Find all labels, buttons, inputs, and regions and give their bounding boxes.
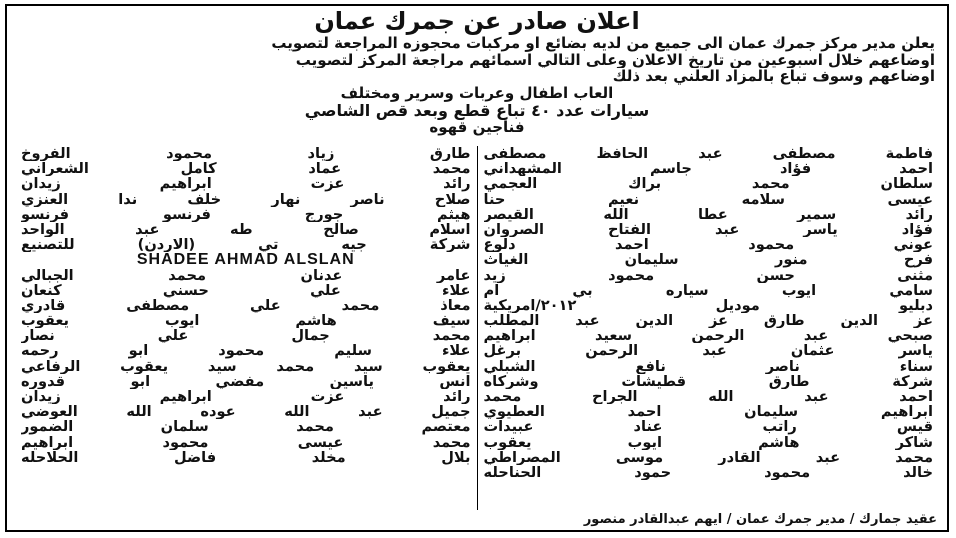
signature-line: عقيد جمارك / مدير جمرك عمان / ايهم عبدالقادر منصور (583, 512, 937, 527)
name-entry: SHADEE AHMAD ALSLAN (136, 252, 355, 268)
name-entry: فؤاد ياسر عبد الفتاح الصروان (483, 221, 933, 238)
name-entry: اسلام صالح طه عبد الواحد (21, 221, 471, 238)
name-entry: سامي ايوب سياره بي ام (483, 282, 933, 298)
name-entry: دبليو موديل ٢٠١٢/امريكية (483, 297, 933, 314)
names-column-left (15, 146, 477, 510)
names-columns (15, 146, 939, 510)
name-entry: شركة جيه تي (الاردن) للتصنيع (21, 237, 471, 253)
intro-line: اوضاعهم خلال اسبوعين من تاريخ الاعلان وعلى التالي اسمائهم مراجعة المركز لتصويب (295, 51, 935, 68)
items-line-toys: العاب اطفال وعربات وسرير ومختلف (340, 83, 614, 102)
name-entry: رائد سمير عطا الله القيصر (483, 206, 933, 222)
name-entry: شاكر هاشم ايوب يعقوب (483, 434, 933, 450)
name-entry: فاطمة مصطفى عبد الحافظ مصطفى (483, 146, 933, 162)
name-entry: عوني محمود احمد دلوع (483, 237, 933, 253)
name-entry: يعقوب سيد محمد سيد يعقوب الرفاعي (21, 358, 471, 374)
name-entry: محمد عبد القادر موسى المصراطي (483, 449, 933, 465)
name-entry: ابراهيم سليمان احمد العطيوي (483, 404, 933, 420)
name-entry: رائد عزت ابراهيم زيدان (21, 176, 471, 192)
name-entry: سلطان محمد براك العجمي (483, 176, 933, 192)
name-entry: احمد عبد الله الجراح محمد (483, 389, 933, 405)
name-entry: قيس راتب عناد عبيدات (483, 419, 933, 435)
name-entry: بلال مخلد فاضل الحلاحله (21, 449, 471, 465)
name-entry: معتصم محمد سلمان الضمور (21, 419, 471, 435)
name-entry: محمد جمال علي نصار (21, 328, 471, 344)
name-entry: هيثم جورج فرنسو فرنسو (21, 206, 471, 222)
name-entry: علاء علي حسني كنعان (21, 282, 471, 298)
name-entry: رائد عزت ابراهيم زيدان (21, 389, 471, 405)
announcement-frame (5, 4, 949, 532)
items-line-cups: فناجين قهوه (429, 117, 525, 136)
name-entry: شركة طارق قطيشات وشركاه (483, 373, 933, 389)
name-entry: صلاح ناصر نهار خلف ندا العنزي (21, 191, 471, 207)
name-entry: عامر عدنان محمد الجبالي (21, 267, 471, 283)
name-entry: معاذ محمد علي مصطفى قادري (21, 297, 471, 314)
name-entry: علاء سليم محمود ابو رحمه (21, 343, 471, 359)
name-entry: انس ياسين مفضي ابو قدوره (21, 373, 471, 389)
intro-line: اوضاعهم وسوف تباع بالمزاد العلني بعد ذلك (612, 68, 935, 85)
name-entry: خالد محمود حمود الحناحله (483, 464, 933, 481)
names-column-right (477, 146, 940, 510)
name-entry: عز الدين طارق عز الدين عبد المطلب (483, 313, 933, 329)
name-entry: سناء ناصر نافع الشبلي (483, 358, 933, 374)
name-entry: صبحي عبد الرحمن سعيد ابراهيم (483, 328, 933, 344)
intro-line: يعلن مدير مركز جمرك عمان الى جميع من لديه بضائع او مركبات محجوزه المراجعة لتصويب (271, 35, 935, 52)
name-entry: ياسر عثمان عبد الرحمن برغل (483, 343, 933, 359)
name-entry: جميل عبد الله عوده الله العوضي (21, 404, 471, 420)
name-entry: فرح منور سليمان الغياث (483, 252, 933, 268)
name-entry: مثنى حسن محمود زيد (483, 267, 933, 283)
name-entry: احمد فؤاد جاسم المشهداني (483, 161, 933, 177)
items-line-cars: سيارات عدد ٤٠ تباع قطع وبعد قص الشاصي (304, 100, 650, 120)
announcement-title: اعلان صادر عن جمرك عمان (314, 7, 640, 35)
name-entry: سيف هاشم ايوب يعقوب (21, 313, 471, 329)
name-entry: عيسى سلامه نعيم حنا (483, 191, 933, 207)
name-entry: طارق زياد محمود الفروخ (21, 146, 471, 162)
announcement-intro (19, 35, 935, 85)
name-entry: محمد عماد كامل الشعراني (21, 161, 471, 177)
name-entry: محمد عيسى محمود ابراهيم (21, 434, 471, 450)
